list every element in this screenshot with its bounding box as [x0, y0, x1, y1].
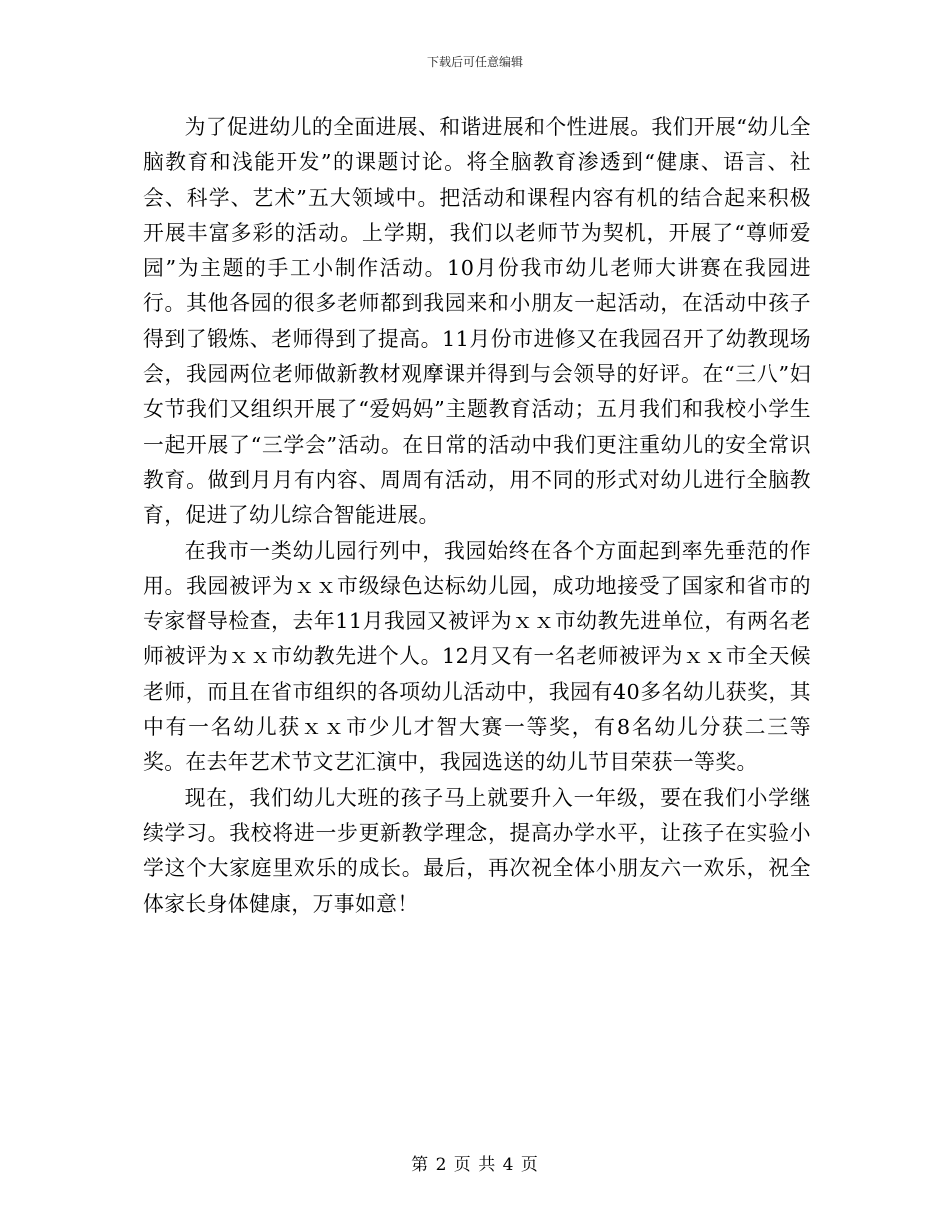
paragraph-1: 为了促进幼儿的全面进展、和谐进展和个性进展。我们开展“幼儿全脑教育和浅能开发”的课题讨论。将全脑教育渗透到“健康、语言、社会、科学、艺术”五大领域中。把活动和课程内容有机的结合起来积极开展丰富多彩的活动。上学期，我们以老师节为契机，开展了“尊师爱园”为主题的手工小制作活动。10月份我市幼儿老师大讲赛在我园进行。其他各园的很多老师都到我园来和小朋友一起活动，在活动中孩子得到了锻炼、老师得到了提高。11月份市进修又在我园召开了幼教现场会，我园两位老师做新教材观摩课并得到与会领导的好评。在“三八”妇女节我们又组织开展了“爱妈妈”主题教育活动；五月我们和我校小学生一起开展了“三学会”活动。在日常的活动中我们更注重幼儿的安全常识教育。做到月月有内容、周周有活动，用不同的形式对幼儿进行全脑教育，促进了幼儿综合智能进展。: [143, 115, 811, 528]
paragraph-2: 在我市一类幼儿园行列中，我园始终在各个方面起到率先垂范的作用。我园被评为ｘｘ市级绿色达标幼儿园，成功地接受了国家和省市的专家督导检查，去年11月我园又被评为ｘｘ市幼教先进单位，有两名老师被评为ｘｘ市幼教先进个人。12月又有一名老师被评为ｘｘ市全天候老师，而且在省市组织的各项幼儿活动中，我园有40多名幼儿获奖，其中有一名幼儿获ｘｘ市少儿才智大赛一等奖，有8名幼儿分获二三等奖。在去年艺术节文艺汇演中，我园选送的幼儿节目荣获一等奖。: [143, 538, 811, 775]
paragraph-3: 现在，我们幼儿大班的孩子马上就要升入一年级，要在我们小学继续学习。我校将进一步更新教学理念，提高办学水平，让孩子在实验小学这个大家庭里欢乐的成长。最后，再次祝全体小朋友六一欢乐，祝全体家长身体健康，万事如意！: [143, 785, 811, 916]
page-number-footer: 第 2 页 共 4 页: [411, 1155, 539, 1175]
document-body: [143, 110, 811, 922]
page-header-note: 下载后可任意编辑: [426, 55, 523, 69]
